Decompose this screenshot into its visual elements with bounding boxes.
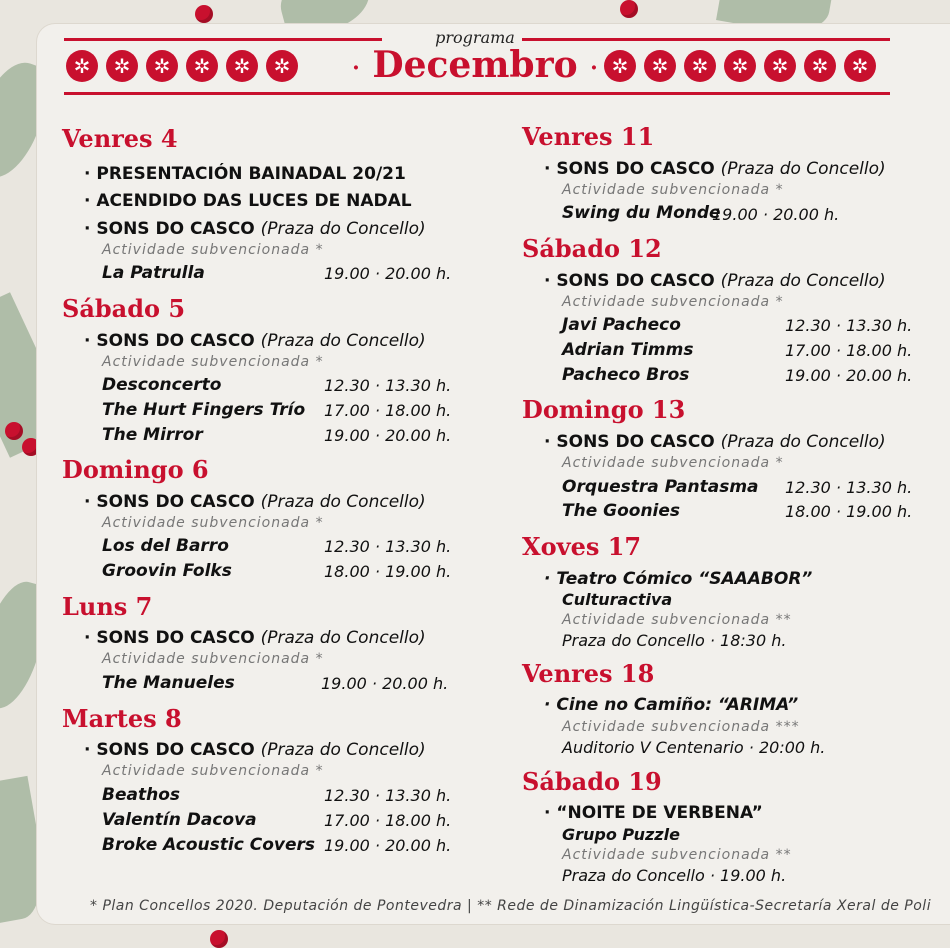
performer: Swing du Monde [562,203,721,223]
day-heading: Xoves 17 [522,532,642,561]
performer: Adrian Timms [562,340,694,360]
performer: Valentín Dacova [102,810,257,830]
venue-time: Praza do Concello · 18:30 h. [562,631,787,650]
performer: Pacheco Bros [562,365,690,385]
subsidy-note: Actividade subvencionada * [102,354,324,370]
day-heading: Domingo 6 [62,455,209,484]
berry [195,5,213,23]
day-heading: Venres 4 [62,124,178,153]
event-title: · SONS DO CASCO (Praza do Concello) [84,628,426,648]
day-heading: Domingo 13 [522,395,686,424]
event-title: · SONS DO CASCO (Praza do Concello) [544,432,886,452]
event-title: · ACENDIDO DAS LUCES DE NADAL [84,191,412,211]
event-title: · SONS DO CASCO (Praza do Concello) [544,159,886,179]
time: 17.00 · 18.00 h. [324,401,452,420]
snowflake-icon: ✲ [66,50,98,82]
snowflake-icon: ✲ [684,50,716,82]
time: 19.00 · 20.00 h. [712,205,840,224]
time: 17.00 · 18.00 h. [785,341,913,360]
performer: La Patrulla [102,263,205,283]
event-title: · SONS DO CASCO (Praza do Concello) [544,271,886,291]
time: 12.30 · 13.30 h. [324,537,452,556]
performer: The Hurt Fingers Trío [102,400,306,420]
snowflake-icon: ✲ [226,50,258,82]
group-name: Grupo Puzzle [562,825,680,844]
time: 17.00 · 18.00 h. [324,811,452,830]
performer: Groovin Folks [102,561,232,581]
snowflake-icon: ✲ [106,50,138,82]
footnote: * Plan Concellos 2020. Deputación de Pontevedra | ** Rede de Dinamización Lingüística-Secretaría Xeral de Poli [90,898,932,914]
performer: Desconcerto [102,375,222,395]
day-heading: Martes 8 [62,704,182,733]
event-title: · “NOITE DE VERBENA” [544,803,763,823]
time: 12.30 · 13.30 h. [785,316,913,335]
event-title: · Cine no Camiño: “ARIMA” [544,695,799,715]
snowflake-icon: ✲ [266,50,298,82]
time: 19.00 · 20.00 h. [785,366,913,385]
performer: Beathos [102,785,180,805]
subsidy-note: Actividade subvencionada * [102,651,324,667]
subsidy-note: Actividade subvencionada *** [562,719,800,735]
snowflake-icon: ✲ [724,50,756,82]
day-heading: Sábado 5 [62,294,186,323]
performer: Los del Barro [102,536,229,556]
performer: The Mirror [102,425,203,445]
event-title: · PRESENTACIÓN BAINADAL 20/21 [84,164,406,184]
performer: Javi Pacheco [562,315,681,335]
snowflake-icon: ✲ [804,50,836,82]
group-name: Culturactiva [562,590,673,609]
day-heading: Luns 7 [62,592,153,621]
snowflake-icon: ✲ [146,50,178,82]
subsidy-note: Actividade subvencionada * [562,182,784,198]
subsidy-note: Actividade subvencionada * [562,455,784,471]
subsidy-note: Actividade subvencionada * [102,242,324,258]
event-title: · SONS DO CASCO (Praza do Concello) [84,492,426,512]
day-heading: Sábado 12 [522,234,662,263]
berry [210,930,228,948]
time: 19.00 · 20.00 h. [324,264,452,283]
time: 18.00 · 19.00 h. [785,502,913,521]
performer: Orquestra Pantasma [562,477,759,497]
snowflake-icon: ✲ [186,50,218,82]
event-title: · SONS DO CASCO (Praza do Concello) [84,331,426,351]
time: 12.30 · 13.30 h. [785,478,913,497]
time: 12.30 · 13.30 h. [324,786,452,805]
header-bottom-rule [64,92,890,95]
snowflake-icon: ✲ [764,50,796,82]
time: 19.00 · 20.00 h. [324,426,452,445]
venue-time: Auditorio V Centenario · 20:00 h. [562,738,826,757]
event-title: · SONS DO CASCO (Praza do Concello) [84,219,426,239]
snowflake-icon: ✲ [604,50,636,82]
subsidy-note: Actividade subvencionada * [102,515,324,531]
time: 18.00 · 19.00 h. [324,562,452,581]
subsidy-note: Actividade subvencionada * [562,294,784,310]
day-heading: Sábado 19 [522,767,662,796]
time: 19.00 · 20.00 h. [324,836,452,855]
subsidy-note: Actividade subvencionada * [102,763,324,779]
month-title: · Decembro · [352,44,598,86]
snowflake-icon: ✲ [644,50,676,82]
time: 19.00 · 20.00 h. [321,674,449,693]
performer: The Manueles [102,673,235,693]
subsidy-note: Actividade subvencionada ** [562,847,792,863]
performer: Broke Acoustic Covers [102,835,315,855]
snowflake-icon: ✲ [844,50,876,82]
berry [5,422,23,440]
berry [620,0,638,18]
programa-label: programa [435,28,515,47]
subsidy-note: Actividade subvencionada ** [562,612,792,628]
event-title: · Teatro Cómico “SAAABOR” [544,569,813,589]
time: 12.30 · 13.30 h. [324,376,452,395]
day-heading: Venres 18 [522,659,655,688]
venue-time: Praza do Concello · 19.00 h. [562,866,787,885]
day-heading: Venres 11 [522,122,655,151]
event-title: · SONS DO CASCO (Praza do Concello) [84,740,426,760]
performer: The Goonies [562,501,681,521]
